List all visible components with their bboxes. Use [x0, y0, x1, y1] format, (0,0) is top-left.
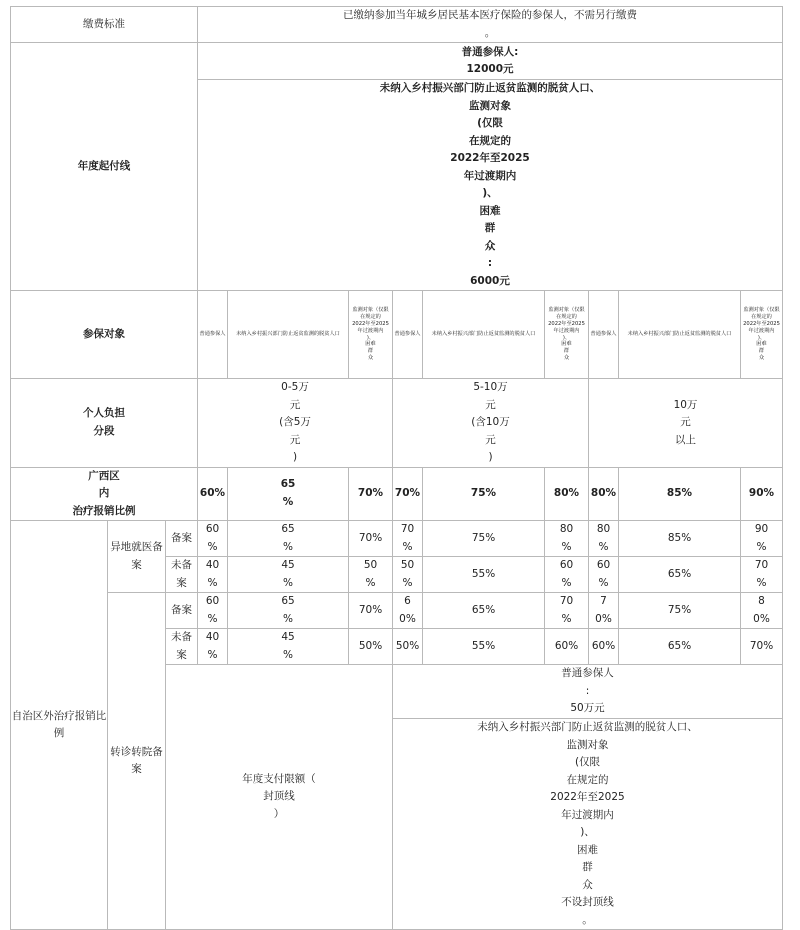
- remote-filed-rate: [228, 521, 349, 557]
- rate-text: 70: [754, 559, 769, 571]
- inside-rate: [589, 467, 619, 521]
- rate-text: 50: [363, 559, 378, 571]
- inside-rate: [619, 467, 741, 521]
- remote-unfiled-rate: [741, 557, 783, 593]
- referral-filed-rate: [619, 593, 741, 629]
- bracket-1: [198, 379, 393, 468]
- remote-filed-row: [11, 521, 783, 557]
- cap-special-line: )、: [580, 826, 595, 838]
- remote-filed-rate: [741, 521, 783, 557]
- referral-filed-rate: [545, 593, 589, 629]
- deductible-special-line: 困难: [479, 204, 501, 217]
- inside-label-line: 治疗报销比例: [72, 504, 136, 517]
- cap-normal: [393, 665, 783, 719]
- rate-text: 80%: [553, 487, 580, 499]
- cap-special-line: 监测对象: [566, 738, 609, 751]
- inside-rate: [393, 467, 423, 521]
- referral-unfiled-rate: [423, 629, 545, 665]
- monitor-line: 众: [758, 355, 765, 362]
- monitor-line: 监测对象（仅限: [743, 306, 780, 313]
- bracket-label: [11, 379, 198, 468]
- rate-text: 70: [400, 523, 415, 535]
- monitor-line: 群: [758, 348, 765, 355]
- monitor-line: 众: [563, 355, 570, 362]
- referral-unfiled-rate: [198, 629, 228, 665]
- rate-text: 70%: [358, 603, 383, 616]
- cap-special-line: 群: [582, 861, 593, 873]
- rate-text: %: [561, 576, 572, 589]
- inside-label: [11, 467, 198, 521]
- cap-special-line: 未纳入乡村振兴部门防止返贫监测的脱贫人口、: [477, 721, 698, 733]
- cap-normal-line: :: [585, 684, 590, 697]
- monitor-line: 在规定的: [360, 313, 381, 320]
- rate-text: 80: [559, 523, 574, 535]
- rate-text: 0%: [595, 612, 612, 625]
- rate-text: 0%: [753, 612, 770, 625]
- remote-unfiled-rate: [393, 557, 423, 593]
- rate-text: %: [365, 576, 376, 589]
- rate-text: 75%: [667, 603, 692, 616]
- rate-text: 80: [596, 523, 611, 535]
- rate-text: 7: [600, 595, 607, 607]
- rate-text: 65%: [667, 639, 692, 652]
- cap-special-line: 在规定的: [566, 773, 609, 786]
- monitor-line: 2022年至2025: [743, 320, 780, 327]
- bracket-line: 元: [289, 433, 301, 446]
- cap-label-line: 封顶线: [263, 790, 295, 803]
- insured-poverty-2: 未纳入乡村振兴部门防止返贫监测的脱贫人口: [423, 291, 545, 379]
- remote-filed-rate: [545, 521, 589, 557]
- remote-filed-rate: [349, 521, 393, 557]
- monitor-line: )、: [366, 334, 375, 341]
- bracket-2: [393, 379, 589, 468]
- bracket-line: 以上: [675, 433, 696, 446]
- rate-text: 60: [596, 559, 611, 571]
- rate-text: %: [207, 648, 218, 661]
- monitor-line: 年过渡期内: [357, 327, 384, 334]
- referral-filed-rate: [198, 593, 228, 629]
- rate-text: 8: [758, 595, 765, 607]
- rate-text: %: [756, 540, 767, 553]
- bracket-line: 元: [289, 398, 301, 411]
- bracket-label-line: 分段: [93, 424, 115, 437]
- monitor-line: 众: [367, 355, 374, 362]
- rate-text: %: [283, 648, 293, 661]
- outside-label: 自治区外治疗报销比例: [11, 521, 108, 930]
- deductible-normal-line: 12000元: [466, 63, 514, 75]
- cap-label-line: ）: [273, 807, 285, 820]
- monitor-line: 在规定的: [751, 313, 772, 320]
- remote-label: 异地就医备案: [108, 521, 166, 593]
- insured-normal-2: 普通参保人: [393, 291, 423, 379]
- rate-text: 70%: [749, 639, 774, 652]
- rate-text: %: [402, 576, 413, 589]
- inside-rate: [198, 467, 228, 521]
- remote-filed-rate: [393, 521, 423, 557]
- rate-text: %: [282, 495, 294, 508]
- rate-text: %: [283, 576, 293, 589]
- cap-label: [166, 665, 393, 930]
- deductible-row-normal: [11, 43, 783, 80]
- insured-poverty-1: 未纳入乡村振兴部门防止返贫监测的脱贫人口: [228, 291, 349, 379]
- remote-filed-rate: [198, 521, 228, 557]
- deductible-special-line: :: [487, 257, 493, 269]
- rate-text: %: [207, 612, 218, 625]
- rate-text: %: [402, 540, 413, 553]
- remote-filed-label: 备案: [166, 521, 198, 557]
- rate-text: 85%: [667, 531, 692, 544]
- deductible-special-line: 众: [484, 239, 496, 252]
- rate-text: 70%: [357, 487, 384, 499]
- rate-text: 65: [281, 523, 295, 535]
- rate-text: 70%: [394, 487, 421, 499]
- bracket-line: (含10万: [471, 416, 510, 428]
- bracket-line: 元: [680, 416, 691, 428]
- insured-monitor-1: [349, 291, 393, 379]
- remote-unfiled-rate: [589, 557, 619, 593]
- bracket-line: 元: [485, 433, 496, 446]
- deductible-special-line: 在规定的: [469, 134, 511, 147]
- rate-text: 40: [205, 631, 220, 643]
- deductible-label: 年度起付线: [11, 43, 198, 291]
- deductible-special-line: (仅限: [477, 117, 503, 129]
- referral-label: 转诊转院备案: [108, 593, 166, 930]
- rate-text: 50%: [395, 639, 420, 652]
- deductible-normal: [198, 43, 783, 80]
- reimbursement-table-wrapper: [10, 6, 783, 930]
- bracket-line: 元: [485, 398, 496, 411]
- monitor-line: 年过渡期内: [748, 327, 775, 334]
- monitor-line: 群: [563, 348, 570, 355]
- inside-rate: [228, 467, 349, 521]
- rate-text: %: [561, 540, 572, 553]
- fee-text: [198, 7, 783, 43]
- inside-rate: [545, 467, 589, 521]
- remote-unfiled-rate: [545, 557, 589, 593]
- monitor-line: 困难: [365, 341, 376, 348]
- rate-text: 60%: [591, 639, 616, 652]
- remote-unfiled-rate: [198, 557, 228, 593]
- cap-special-line: 不设封顶线: [561, 896, 614, 908]
- insured-normal-3: 普通参保人: [589, 291, 619, 379]
- rate-text: %: [598, 576, 609, 589]
- insured-monitor-2: [545, 291, 589, 379]
- bracket-line: ): [488, 451, 493, 463]
- cap-normal-line: 50万元: [570, 702, 605, 715]
- deductible-normal-line: 普通参保人:: [461, 45, 519, 58]
- inside-rate: [423, 467, 545, 521]
- referral-filed-rate: [423, 593, 545, 629]
- remote-filed-rate: [619, 521, 741, 557]
- remote-filed-rate: [589, 521, 619, 557]
- remote-unfiled-rate: [423, 557, 545, 593]
- bracket-row: [11, 379, 783, 468]
- bracket-label-line: 个人负担: [83, 407, 125, 420]
- bracket-line: ): [292, 451, 298, 463]
- fee-label: 缴费标准: [11, 7, 198, 43]
- rate-text: 60: [205, 595, 220, 607]
- referral-unfiled-rate: [393, 629, 423, 665]
- rate-text: 90%: [748, 487, 775, 499]
- rate-text: 60%: [554, 639, 579, 652]
- deductible-special-line: )、: [482, 187, 498, 199]
- rate-text: %: [207, 540, 218, 553]
- deductible-special: [198, 80, 783, 291]
- reimbursement-table: [10, 6, 783, 930]
- insured-normal-1: 普通参保人: [198, 291, 228, 379]
- rate-text: %: [283, 540, 293, 553]
- rate-text: %: [283, 612, 293, 625]
- rate-text: 85%: [666, 487, 693, 499]
- rate-text: 60: [205, 523, 220, 535]
- deductible-special-line: 未纳入乡村振兴部门防止返贫监测的脱贫人口、: [379, 82, 601, 94]
- monitor-line: 群: [367, 348, 374, 355]
- monitor-line: 监测对象（仅限: [548, 306, 585, 313]
- cap-special-line: 年过渡期内: [561, 808, 614, 821]
- referral-unfiled-rate: [619, 629, 741, 665]
- rate-text: 0%: [399, 612, 416, 625]
- rate-text: 6: [404, 595, 411, 607]
- inside-label-line: 广西区: [88, 469, 120, 482]
- remote-unfiled-rate: [228, 557, 349, 593]
- insured-monitor-3: [741, 291, 783, 379]
- referral-filed-rate: [349, 593, 393, 629]
- inside-label-line: 内: [98, 487, 110, 499]
- monitor-line: 监测对象（仅限: [352, 306, 389, 313]
- monitor-line: )、: [757, 334, 766, 341]
- rate-text: 50: [400, 559, 415, 571]
- rate-text: 50%: [358, 639, 383, 652]
- rate-text: 55%: [471, 639, 496, 652]
- rate-text: 45: [281, 631, 295, 643]
- monitor-line: 在规定的: [556, 313, 577, 320]
- rate-text: 90: [754, 523, 769, 535]
- rate-text: 65: [281, 595, 295, 607]
- rate-text: 45: [281, 559, 295, 571]
- referral-unfiled-rate: [545, 629, 589, 665]
- bracket-line: 0-5万: [281, 381, 309, 393]
- fee-text-line2: 。: [484, 26, 496, 39]
- rate-text: 70%: [358, 531, 383, 544]
- referral-filed-label: 备案: [166, 593, 198, 629]
- referral-unfiled-rate: [228, 629, 349, 665]
- cap-special-line: 众: [582, 878, 593, 891]
- cap-special-line: 困难: [577, 843, 598, 856]
- referral-filed-row: [11, 593, 783, 629]
- rate-text: %: [561, 612, 572, 625]
- cap-normal-line: 普通参保人: [561, 667, 614, 680]
- deductible-special-line: 年过渡期内: [463, 169, 517, 182]
- cap-label-line: 年度支付限额（: [242, 772, 316, 785]
- rate-text: 80%: [590, 487, 617, 499]
- referral-filed-rate: [741, 593, 783, 629]
- monitor-line: )、: [562, 334, 571, 341]
- bracket-line: 5-10万: [473, 381, 508, 393]
- rate-text: 75%: [471, 531, 496, 544]
- inside-rate: [741, 467, 783, 521]
- referral-unfiled-rate: [741, 629, 783, 665]
- rate-text: 65: [280, 478, 296, 491]
- cap-special-line: (仅限: [574, 756, 601, 768]
- monitor-line: 2022年至2025: [352, 320, 389, 327]
- referral-unfiled-rate: [349, 629, 393, 665]
- insured-poverty-3: 未纳入乡村振兴部门防止返贫监测的脱贫人口: [619, 291, 741, 379]
- monitor-line: 年过渡期内: [553, 327, 580, 334]
- insured-label: 参保对象: [11, 291, 198, 379]
- remote-filed-rate: [423, 521, 545, 557]
- deductible-special-line: 监测对象: [469, 99, 511, 112]
- deductible-special-line: 6000元: [470, 274, 510, 287]
- monitor-line: 2022年至2025: [548, 320, 585, 327]
- rate-text: %: [207, 576, 218, 589]
- monitor-line: 困难: [756, 341, 767, 348]
- rate-text: 75%: [470, 487, 497, 499]
- bracket-3: [589, 379, 783, 468]
- monitor-line: 困难: [561, 341, 572, 348]
- deductible-special-line: 2022年至2025: [450, 152, 530, 164]
- remote-unfiled-rate: [619, 557, 741, 593]
- remote-unfiled-rate: [349, 557, 393, 593]
- rate-text: 55%: [471, 567, 496, 580]
- referral-filed-rate: [393, 593, 423, 629]
- cap-special-line: 2022年至2025: [550, 791, 625, 803]
- bracket-line: 10万: [673, 398, 698, 411]
- referral-unfiled-rate: [589, 629, 619, 665]
- rate-text: 65%: [471, 603, 496, 616]
- rate-text: 40: [205, 559, 220, 571]
- fee-text-line1: 已缴纳参加当年城乡居民基本医疗保险的参保人，不需另行缴费: [343, 9, 637, 21]
- cap-special-line: 。: [582, 913, 593, 926]
- rate-text: 60%: [199, 487, 226, 499]
- referral-unfiled-label: 未备案: [166, 629, 198, 665]
- inside-rate: [349, 467, 393, 521]
- insured-row: [11, 291, 783, 379]
- rate-text: 65%: [667, 567, 692, 580]
- referral-filed-rate: [589, 593, 619, 629]
- remote-unfiled-label: 未备案: [166, 557, 198, 593]
- bracket-line: (含5万: [279, 416, 311, 428]
- rate-text: %: [598, 540, 609, 553]
- rate-text: 70: [559, 595, 574, 607]
- deductible-special-line: 群: [484, 222, 496, 234]
- rate-text: 60: [559, 559, 574, 571]
- rate-text: %: [756, 576, 767, 589]
- cap-special: [393, 719, 783, 930]
- referral-filed-rate: [228, 593, 349, 629]
- fee-row: [11, 7, 783, 43]
- inside-row: [11, 467, 783, 521]
